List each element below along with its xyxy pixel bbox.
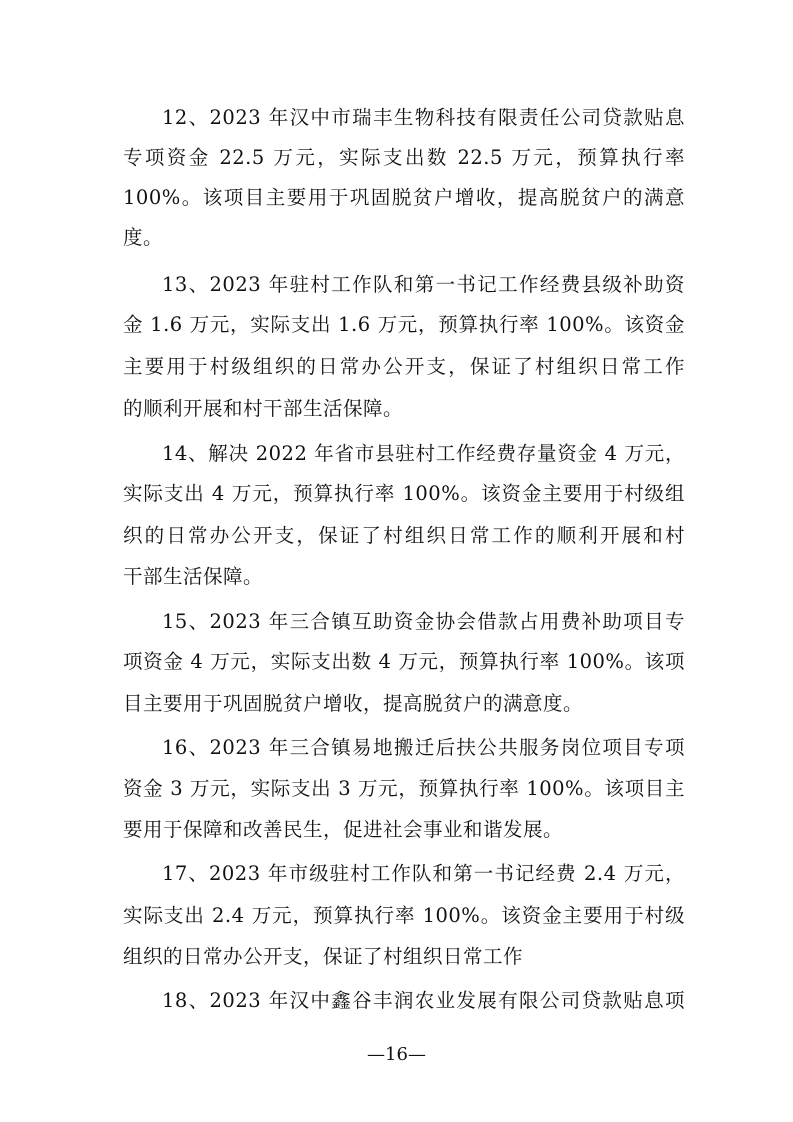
- paragraph-13-line-1: 13、2023 年驻村工作队和第一书记工作经费县级补助资: [162, 273, 685, 296]
- paragraph-13-line-4: 的顺利开展和村干部生活保障。: [123, 397, 404, 420]
- paragraph-16-line-3: 要用于保障和改善民生，促进社会事业和谐发展。: [123, 818, 564, 841]
- paragraph-15-line-2: 项资金 4 万元，实际支出数 4 万元，预算执行率 100%。该项: [123, 650, 685, 673]
- paragraph-14-line-3: 织的日常办公开支，保证了村组织日常工作的顺利开展和村: [123, 524, 685, 547]
- paragraph-13-line-3: 主要用于村级组织的日常办公开支，保证了村组织日常工作: [123, 355, 685, 378]
- paragraph-17-line-2: 实际支出 2.4 万元，预算执行率 100%。该资金主要用于村级: [123, 904, 685, 927]
- paragraph-14-line-1: 14、解决 2022 年省市县驻村工作经费存量资金 4 万元，: [162, 442, 685, 465]
- paragraph-15-line-3: 目主要用于巩固脱贫户增收，提高脱贫户的满意度。: [123, 692, 584, 715]
- paragraph-13-line-2: 金 1.6 万元，实际支出 1.6 万元，预算执行率 100%。该资金: [123, 313, 685, 336]
- paragraph-12-line-3: 100%。该项目主要用于巩固脱贫户增收，提高脱贫户的满意: [123, 186, 685, 209]
- paragraph-17-line-1: 17、2023 年市级驻村工作队和第一书记经费 2.4 万元，: [162, 862, 685, 885]
- paragraph-17-line-3: 组织的日常办公开支，保证了村组织日常工作: [123, 945, 524, 968]
- paragraph-15-line-1: 15、2023 年三合镇互助资金协会借款占用费补助项目专: [162, 610, 685, 633]
- page-number: —16—: [367, 1044, 426, 1065]
- paragraph-12-line-4: 度。: [123, 226, 164, 249]
- paragraph-14-line-2: 实际支出 4 万元，预算执行率 100%。该资金主要用于村级组: [123, 482, 685, 505]
- paragraph-18-line-1: 18、2023 年汉中鑫谷丰润农业发展有限公司贷款贴息项: [162, 989, 685, 1012]
- paragraph-16-line-1: 16、2023 年三合镇易地搬迁后扶公共服务岗位项目专项: [162, 736, 685, 759]
- paragraph-16-line-2: 资金 3 万元，实际支出 3 万元，预算执行率 100%。该项目主: [123, 777, 685, 800]
- paragraph-12-line-2: 专项资金 22.5 万元，实际支出数 22.5 万元，预算执行率: [123, 146, 685, 169]
- paragraph-12-line-1: 12、2023 年汉中市瑞丰生物科技有限责任公司贷款贴息: [162, 106, 685, 129]
- paragraph-14-line-4: 干部生活保障。: [123, 565, 264, 588]
